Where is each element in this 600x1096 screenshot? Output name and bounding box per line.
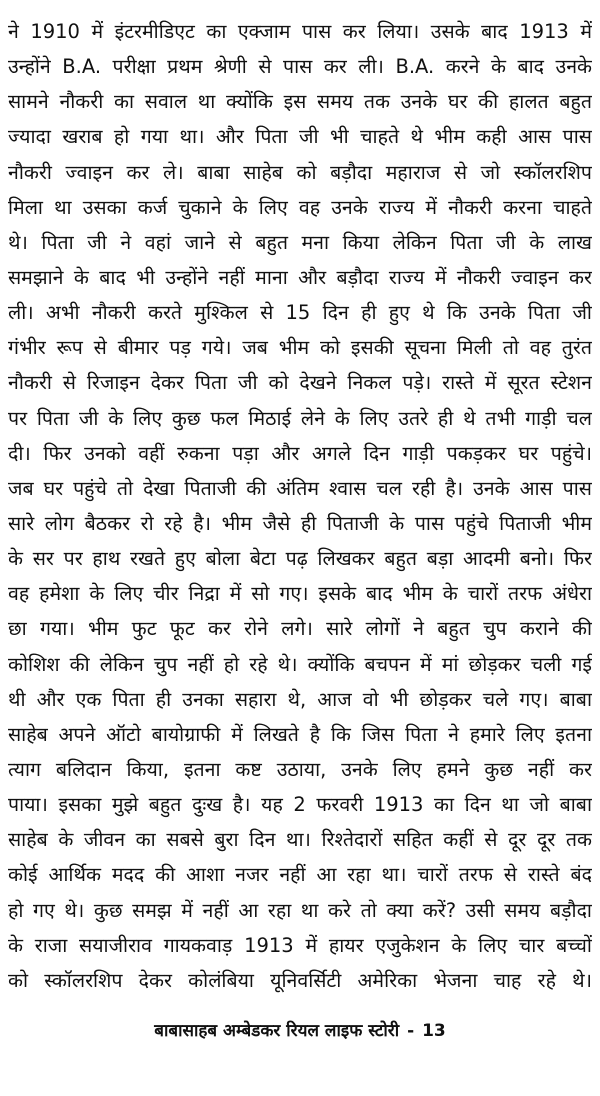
text-line: ज्यादा खराब हो गया था। और पिता जी भी चाहते थे भीम कही आस पास <box>8 125 592 149</box>
text-line: थी और एक पिता ही उनका सहारा थे, आज वो भी छोड़कर चले गए। बाबा <box>8 687 592 711</box>
text-line: जब घर पहुंचे तो देखा पिताजी की अंतिम श्वास चल रही है। उनके आस पास <box>8 476 592 500</box>
text-line: ने 1910 में इंटरमीडिएट का एक्जाम पास कर लिया। उसके बाद 1913 में <box>8 20 592 43</box>
footer-title: बाबासाहब अम्बेडकर रियल लाइफ स्टोरी <box>154 1021 400 1041</box>
text-line: हो गए थे। कुछ समझ में नहीं आ रहा था करे तो क्या करें? उसी समय बड़ौदा <box>8 898 592 922</box>
text-line: वह हमेशा के लिए चीर निद्रा में सो गए। इसके बाद भीम के चारों तरफ अंधेरा <box>8 582 592 606</box>
text-line: पाया। इसका मुझे बहुत दुःख है। यह 2 फरवरी 1913 का दिन था जो बाबा <box>8 793 592 817</box>
text-line: पर पिता जी के लिए कुछ फल मिठाई लेने के लिए उतरे ही थे तभी गाड़ी चल <box>8 406 592 430</box>
text-line: त्याग बलिदान किया, इतना कष्ट उठाया, उनके लिए हमने कुछ नहीं कर <box>8 757 592 781</box>
text-line: थे। पिता जी ने वहां जाने से बहुत मना किया लेकिन पिता जी के लाख <box>8 230 592 254</box>
text-line: सारे लोग बैठकर रो रहे है। भीम जैसे ही पिताजी के पास पहुंचे पिताजी भीम <box>8 511 592 535</box>
text-line: समझाने के बाद भी उन्होंने नहीं माना और बड़ौदा राज्य में नौकरी ज्वाइन कर <box>8 265 592 289</box>
page-number: 13 <box>422 1021 446 1041</box>
text-line: कोशिश की लेकिन चुप नहीं हो रहे थे। क्योंकि बचपन में मां छोड़कर चली गई <box>8 652 592 676</box>
text-line: गंभीर रूप से बीमार पड़ गये। जब भीम को इसकी सूचना मिली तो वह तुरंत <box>8 336 592 360</box>
page-footer <box>0 1018 600 1041</box>
text-line: कोई आर्थिक मदद की आशा नजर नहीं आ रहा था। चारों तरफ से रास्ते बंद <box>8 863 592 887</box>
text-line: उन्होंने B.A. परीक्षा प्रथम श्रेणी से पास कर ली। B.A. करने के बाद उनके <box>8 55 592 79</box>
body-text <box>8 14 592 998</box>
text-line: के सर पर हाथ रखते हुए बोला बेटा पढ़ लिखकर बहुत बड़ा आदमी बनो। फिर <box>8 547 592 571</box>
text-line: दी। फिर उनको वहीं रुकना पड़ा और अगले दिन गाड़ी पकड़कर घर पहुंचे। <box>8 441 592 465</box>
text-line: साहेब अपने ऑटो बायोग्राफी में लिखते है कि जिस पिता ने हमारे लिए इतना <box>8 722 592 746</box>
text-line: छा गया। भीम फुट फूट कर रोने लगे। सारे लोगों ने बहुत चुप कराने की <box>8 617 592 641</box>
text-line: मिला था उसका कर्ज चुकाने के लिए वह उनके राज्य में नौकरी करना चाहते <box>8 195 592 219</box>
footer-separator: - <box>407 1021 415 1041</box>
text-line: नौकरी से रिजाइन देकर पिता जी को देखने निकल पड़े। रास्ते में सूरत स्टेशन <box>8 371 592 395</box>
text-line: ली। अभी नौकरी करते मुश्किल से 15 दिन ही हुए थे कि उनके पिता जी <box>8 301 592 325</box>
text-line: सामने नौकरी का सवाल था क्योंकि इस समय तक उनके घर की हालत बहुत <box>8 90 592 114</box>
text-line: साहेब के जीवन का सबसे बुरा दिन था। रिश्तेदारों सहित कहीं से दूर दूर तक <box>8 828 592 852</box>
text-line: के राजा सयाजीराव गायकवाड़ 1913 में हायर एजुकेशन के लिए चार बच्चों <box>8 933 592 957</box>
text-line: को स्कॉलरशिप देकर कोलंबिया यूनिवर्सिटी अमेरिका भेजना चाह रहे थे। <box>8 968 592 992</box>
text-line: नौकरी ज्वाइन कर ले। बाबा साहेब को बड़ौदा महाराज से जो स्कॉलरशिप <box>8 160 592 184</box>
